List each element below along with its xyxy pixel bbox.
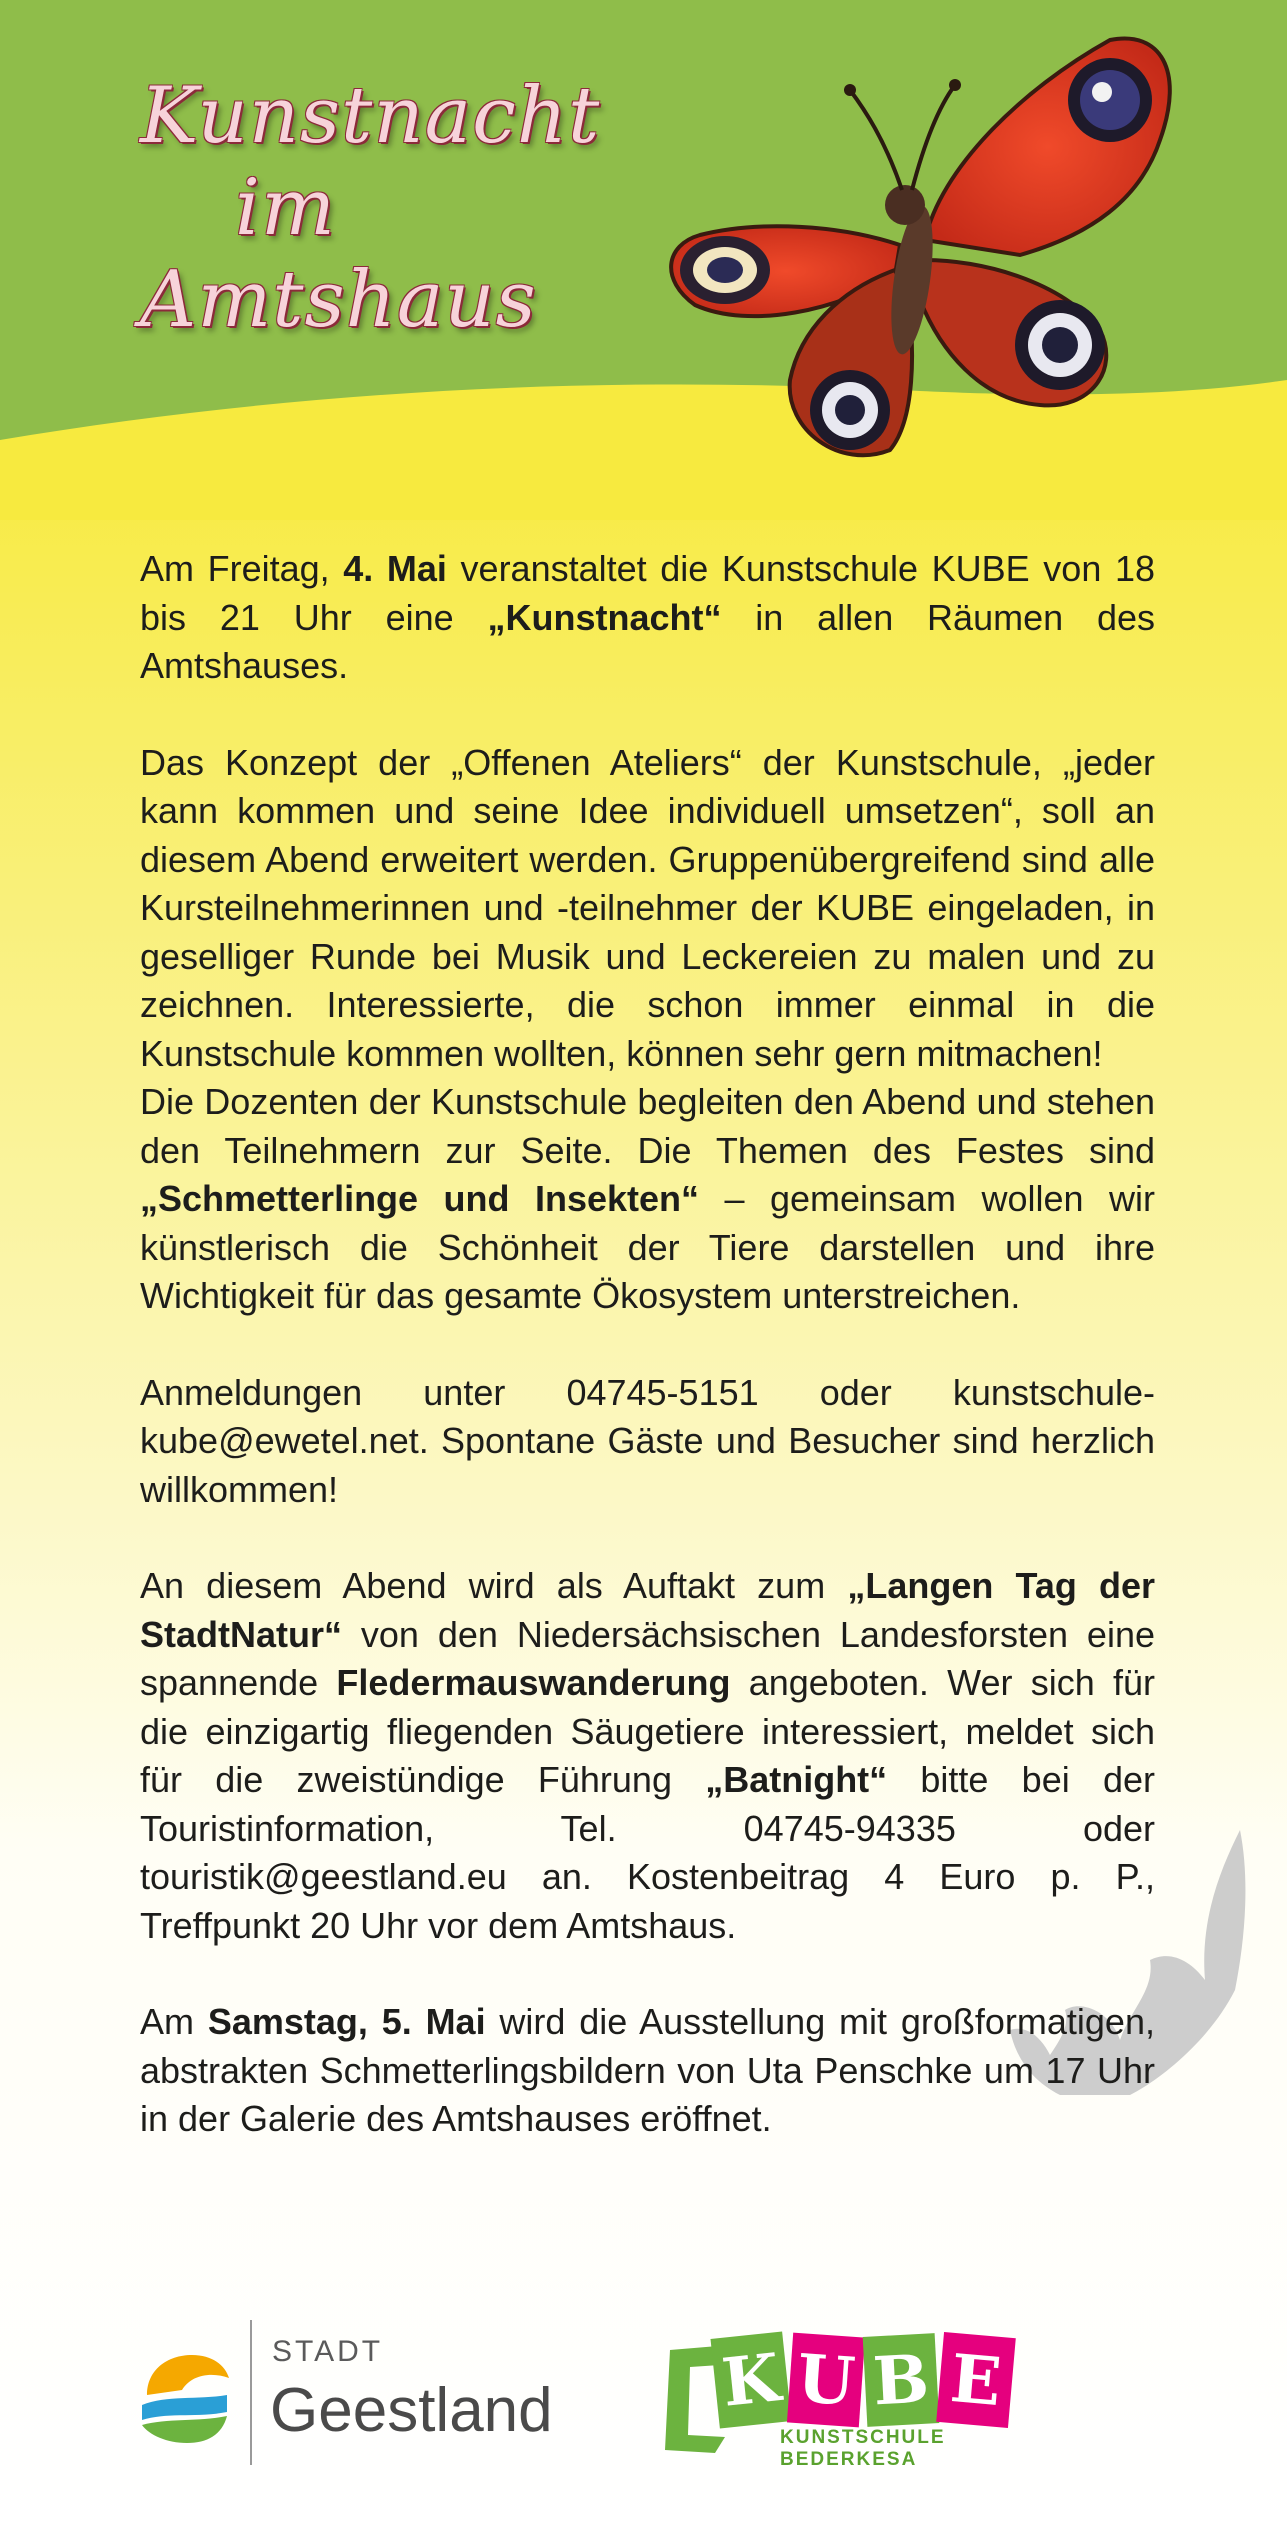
article-body [140, 545, 1155, 2192]
paragraph-6: Am Samstag, 5. Mai wird die Ausstellung mit großformatigen, abstrakten Schmetterlingsbildern von Uta Penschke um 17 Uhr in der Galerie des Amtshauses eröffnet. [140, 2001, 1155, 2139]
title-line-1: Kunstnacht [140, 71, 601, 161]
paragraph-3: Die Dozenten der Kunstschule begleiten den Abend und stehen den Teilnehmern zur Seite. Die Themen des Festes sind „Schmetterlinge und Insekten“ – gemeinsam wollen wir künstlerisch die Schönheit der Tiere darstellen und ihre Wichtigkeit für das gesamte Ökosystem unterstreichen. [140, 1081, 1155, 1316]
geestland-name: Geestland [270, 2376, 553, 2445]
paragraph-5: An diesem Abend wird als Auftakt zum „Langen Tag der StadtNatur“ von den Niedersächsischen Landesforsten eine spannende Fledermauswanderung angeboten. Wer sich für die einzigartig fliegenden Säugetiere interessiert, meldet sich für die zweistündige Führung „Batnight“ bitte bei der Touristinformation, Tel. 04745-94335 oder touristik@geestland.eu an. Kostenbeitrag 4 Euro p. P., Treffpunkt 20 Uhr vor dem Amtshaus. [140, 1565, 1155, 1946]
kube-letter-b: B [863, 2333, 940, 2427]
kube-logo [660, 2335, 1080, 2475]
page-title [140, 70, 600, 346]
butterfly-image [640, 30, 1180, 510]
footer-logos [0, 2300, 1287, 2480]
geestland-logo-icon [137, 2350, 232, 2445]
paragraph-4: Anmeldungen unter 04745-5151 oder kunstschule-kube@ewetel.net. Spontane Gäste und Besucher sind herzlich willkommen! [140, 1371, 1155, 1510]
paragraph-2: Das Konzept der „Offenen Ateliers“ der Kunstschule, „jeder kann kommen und seine Idee individuell umsetzen“, soll an diesem Abend erweitert werden. Gruppenübergreifend sind alle Kursteilnehmerinnen und -teilnehmer der KUBE eingeladen, in geselliger Runde bei Musik und Leckereien zu malen und zu zeichnen. Interessierte, die schon immer einmal in die Kunstschule kommen wollten, können sehr gern mitmachen! [140, 741, 1155, 1074]
title-line-3: Amtshaus [140, 255, 537, 345]
kube-letter-e: E [936, 2332, 1016, 2428]
paragraph-1: Am Freitag, 4. Mai veranstaltet die Kunstschule KUBE von 18 bis 21 Uhr eine „Kunstnacht“ in allen Räumen des Amtshauses. [140, 548, 1155, 686]
kube-letter-k: K [710, 2331, 791, 2428]
title-line-2: im [235, 163, 336, 253]
geestland-small-label: STADT [272, 2335, 384, 2368]
kube-subtitle: KUNSTSCHULE BEDERKESA [780, 2427, 946, 2470]
kube-letter-u: U [787, 2333, 865, 2428]
logo-divider [250, 2320, 252, 2465]
